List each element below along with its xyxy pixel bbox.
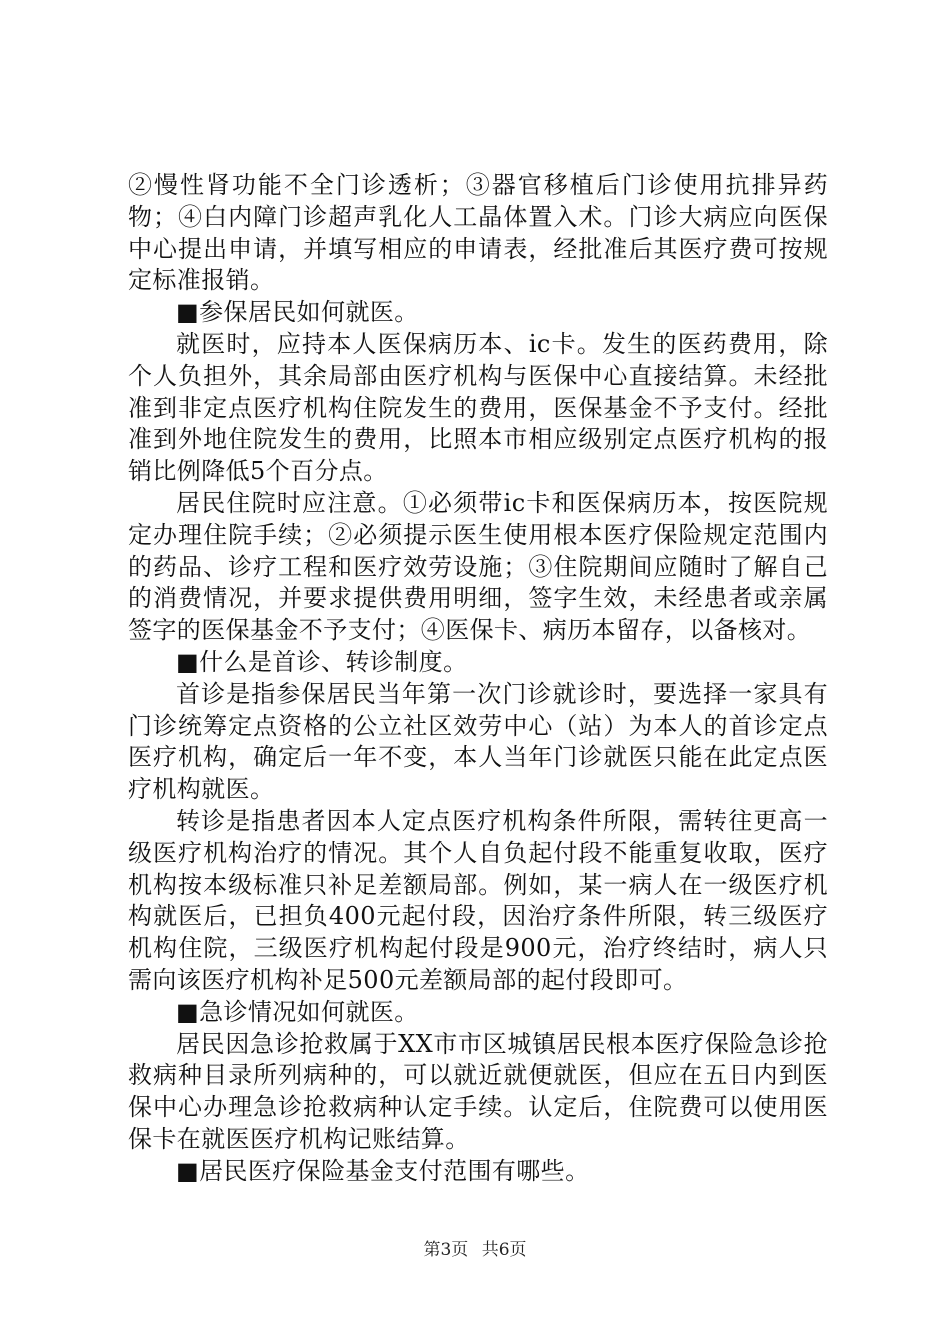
section-heading: ■居民医疗保险基金支付范围有哪些。 [176,1156,590,1185]
page-number: 第3页 [423,1240,469,1260]
paragraph: 居民因急诊抢救属于XX市市区城镇居民根本医疗保险急诊抢救病种目录所列病种的，可以就近就便就医，但应在五日内到医保中心办理急诊抢救病种认定手续。认定后，住院费可以使用医保卡在就医医疗机构记账结算。 [128,1029,828,1153]
page-footer [0,1235,950,1260]
paragraph: 转诊是指患者因本人定点医疗机构条件所限，需转往更高一级医疗机构治疗的情况。其个人自负起付段不能重复收取，医疗机构按本级标准只补足差额局部。例如，某一病人在一级医疗机构就医后，已担负400元起付段，因治疗条件所限，转三级医疗机构住院，三级医疗机构起付段是900元，治疗终结时，病人只需向该医疗机构补足500元差额局部的起付段即可。 [128,806,828,994]
page-total: 共6页 [481,1240,527,1260]
section-heading: ■什么是首诊、转诊制度。 [176,647,468,676]
section-heading: ■参保居民如何就医。 [176,298,419,327]
paragraph-continuation: ②慢性肾功能不全门诊透析；③器官移植后门诊使用抗排异药物；④白内障门诊超声乳化人工晶体置入术。门诊大病应向医保中心提出申请，并填写相应的申请表，经批准后其医疗费可按规定标准报销。 [128,171,828,295]
section-heading: ■急诊情况如何就医。 [176,997,419,1026]
document-body [128,170,828,1188]
paragraph: 首诊是指参保居民当年第一次门诊就诊时，要选择一家具有门诊统筹定点资格的公立社区效劳中心（站）为本人的首诊定点医疗机构，确定后一年不变，本人当年门诊就医只能在此定点医疗机构就医。 [128,679,828,804]
paragraph: 居民住院时应注意。①必须带ic卡和医保病历本，按医院规定办理住院手续；②必须提示医生使用根本医疗保险规定范围内的药品、诊疗工程和医疗效劳设施；③住院期间应随时了解自己的消费情况，并要求提供费用明细，签字生效，未经患者或亲属签字的医保基金不予支付；④医保卡、病历本留存，以备核对。 [128,488,828,645]
paragraph: 就医时，应持本人医保病历本、ic卡。发生的医药费用，除个人负担外，其余局部由医疗机构与医保中心直接结算。未经批准到非定点医疗机构住院发生的费用，医保基金不予支付。经批准到外地住院发生的费用，比照本市相应级别定点医疗机构的报销比例降低5个百分点。 [128,329,828,486]
